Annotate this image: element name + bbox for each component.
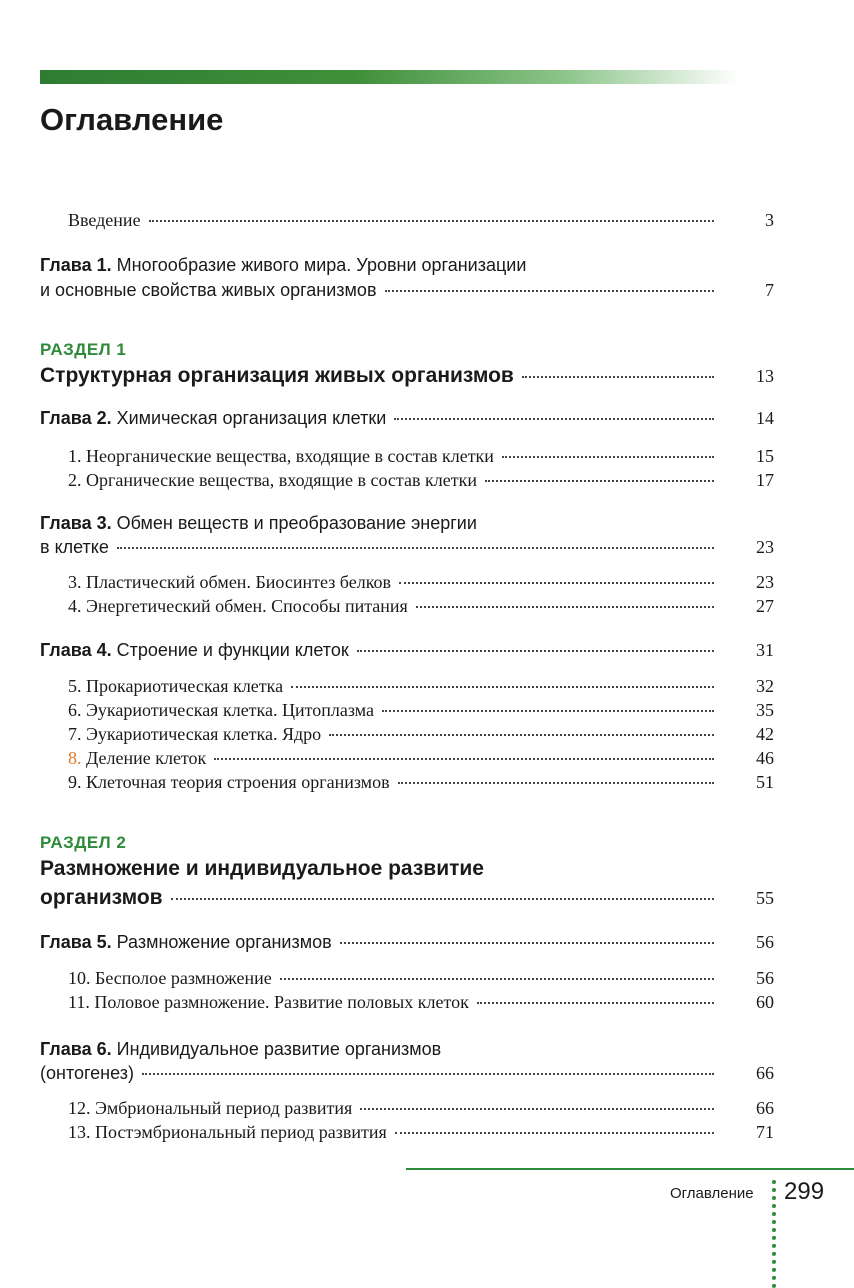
- toc-entry-paragraph-11[interactable]: [68, 992, 774, 1013]
- chapter-label: Глава 3.: [40, 513, 112, 533]
- dot-leader: [477, 1002, 714, 1004]
- chapter-label: Глава 5.: [40, 932, 112, 952]
- toc-page-number: 60: [756, 992, 774, 1012]
- toc-page-number: 13: [756, 366, 774, 386]
- paragraph-title: Прокариотическая клетка: [86, 676, 284, 696]
- dot-leader: [360, 1108, 714, 1110]
- paragraph-title: Деление клеток: [86, 748, 207, 768]
- dot-leader: [329, 734, 714, 736]
- paragraph-number: 6.: [68, 700, 82, 720]
- paragraph-number: 10.: [68, 968, 91, 988]
- toc-entry-paragraph-5[interactable]: [68, 676, 774, 697]
- section-2-title-line1[interactable]: Размножение и индивидуальное развитие: [40, 857, 484, 880]
- section-title: Структурная организация живых организмов: [40, 364, 514, 387]
- toc-page-number: 15: [756, 446, 774, 466]
- toc-entry-paragraph-1[interactable]: [68, 446, 774, 467]
- paragraph-title: Эукариотическая клетка. Цитоплазма: [86, 700, 374, 720]
- dot-leader: [522, 376, 714, 378]
- section-2-label: РАЗДЕЛ 2: [40, 833, 127, 852]
- toc-page-number: 31: [756, 640, 774, 660]
- dot-leader: [171, 898, 714, 900]
- chapter-6-line1[interactable]: [40, 1039, 441, 1060]
- paragraph-title: Энергетический обмен. Способы питания: [86, 596, 408, 616]
- paragraph-number: 1.: [68, 446, 82, 466]
- dot-leader: [394, 418, 714, 420]
- footer-label: Оглавление: [670, 1185, 754, 1202]
- toc-entry-section-1[interactable]: [40, 364, 774, 388]
- chapter-label: Глава 1.: [40, 255, 112, 275]
- header-decoration-bar: [40, 70, 740, 84]
- paragraph-number: 5.: [68, 676, 82, 696]
- toc-entry-chapter-5[interactable]: [40, 932, 774, 953]
- toc-entry-paragraph-3[interactable]: [68, 572, 774, 593]
- chapter-label: Глава 4.: [40, 640, 112, 660]
- toc-page-number: 17: [756, 470, 774, 490]
- toc-entry-chapter-6[interactable]: [40, 1063, 774, 1084]
- dot-leader: [395, 1132, 714, 1134]
- toc-page-number: 23: [756, 537, 774, 557]
- toc-page-number: 51: [756, 772, 774, 792]
- dot-leader: [291, 686, 714, 688]
- paragraph-number: 7.: [68, 724, 82, 744]
- toc-page-number: 14: [756, 408, 774, 428]
- toc-entry-section-2[interactable]: [40, 886, 774, 910]
- dot-leader: [357, 650, 714, 652]
- toc-entry-paragraph-8[interactable]: [68, 748, 774, 769]
- section-1-label: РАЗДЕЛ 1: [40, 340, 127, 359]
- chapter-title: Строение и функции клеток: [116, 640, 349, 660]
- toc-page-number: 56: [756, 932, 774, 952]
- dot-leader: [340, 942, 714, 944]
- toc-entry-paragraph-12[interactable]: [68, 1098, 774, 1119]
- paragraph-number: 8.: [68, 748, 82, 768]
- toc-entry-paragraph-7[interactable]: [68, 724, 774, 745]
- toc-page-number: 46: [756, 748, 774, 768]
- dot-leader: [117, 547, 714, 549]
- paragraph-number: 13.: [68, 1122, 91, 1142]
- dot-leader: [398, 782, 714, 784]
- chapter-title-continued: (онтогенез): [40, 1063, 134, 1083]
- paragraph-number: 4.: [68, 596, 82, 616]
- toc-page-number: 66: [756, 1098, 774, 1118]
- chapter-title: Многообразие живого мира. Уровни организации: [116, 255, 527, 275]
- dot-leader: [149, 220, 714, 222]
- dot-leader: [485, 480, 714, 482]
- toc-page-number: 56: [756, 968, 774, 988]
- toc-page-number: 23: [756, 572, 774, 592]
- dot-leader: [502, 456, 714, 458]
- toc-entry-paragraph-2[interactable]: [68, 470, 774, 491]
- toc-entry-paragraph-9[interactable]: [68, 772, 774, 793]
- toc-page-number: 32: [756, 676, 774, 696]
- page-title: Оглавление: [40, 102, 224, 137]
- paragraph-title: Бесполое размножение: [95, 968, 272, 988]
- paragraph-title: Органические вещества, входящие в состав клетки: [86, 470, 477, 490]
- chapter-title-continued: и основные свойства живых организмов: [40, 280, 377, 300]
- paragraph-number: 3.: [68, 572, 82, 592]
- toc-entry-chapter-4[interactable]: [40, 640, 774, 661]
- chapter-3-line1[interactable]: [40, 513, 477, 534]
- toc-page-number: 27: [756, 596, 774, 616]
- chapter-label: Глава 2.: [40, 408, 112, 428]
- chapter-title: Размножение организмов: [116, 932, 332, 952]
- chapter-title: Обмен веществ и преобразование энергии: [116, 513, 477, 533]
- footer-dotted-divider: [772, 1180, 776, 1288]
- paragraph-title: Эмбриональный период развития: [95, 1098, 353, 1118]
- dot-leader: [142, 1073, 714, 1075]
- toc-page-number: 3: [765, 210, 774, 230]
- toc-page-number: 42: [756, 724, 774, 744]
- dot-leader: [214, 758, 714, 760]
- toc-page-number: 7: [765, 280, 774, 300]
- paragraph-title: Пластический обмен. Биосинтез белков: [86, 572, 392, 592]
- toc-entry-paragraph-4[interactable]: [68, 596, 774, 617]
- footer-page-number: 299: [784, 1178, 825, 1205]
- dot-leader: [382, 710, 714, 712]
- toc-entry-intro[interactable]: [68, 210, 774, 231]
- chapter-title: Индивидуальное развитие организмов: [116, 1039, 442, 1059]
- toc-page-number: 66: [756, 1063, 774, 1083]
- toc-entry-paragraph-13[interactable]: [68, 1122, 774, 1143]
- dot-leader: [416, 606, 714, 608]
- section-title-continued: организмов: [40, 886, 163, 909]
- toc-page-number: 71: [756, 1122, 774, 1142]
- paragraph-title: Неорганические вещества, входящие в состав клетки: [86, 446, 494, 466]
- paragraph-title: Половое размножение. Развитие половых клеток: [94, 992, 469, 1012]
- chapter-1-line1[interactable]: [40, 255, 526, 276]
- toc-entry-chapter-1[interactable]: [40, 280, 774, 301]
- chapter-label: Глава 6.: [40, 1039, 112, 1059]
- dot-leader: [280, 978, 714, 980]
- toc-entry-chapter-2[interactable]: [40, 408, 774, 429]
- paragraph-number: 11.: [68, 992, 90, 1012]
- toc-entry-title: Введение: [68, 210, 141, 230]
- paragraph-title: Клеточная теория строения организмов: [86, 772, 390, 792]
- toc-entry-chapter-3[interactable]: [40, 537, 774, 558]
- toc-page-number: 35: [756, 700, 774, 720]
- dot-leader: [399, 582, 714, 584]
- footer-rule: [406, 1168, 854, 1170]
- toc-entry-paragraph-10[interactable]: [68, 968, 774, 989]
- toc-entry-paragraph-6[interactable]: [68, 700, 774, 721]
- paragraph-number: 12.: [68, 1098, 91, 1118]
- dot-leader: [385, 290, 714, 292]
- paragraph-title: Эукариотическая клетка. Ядро: [86, 724, 322, 744]
- paragraph-number: 2.: [68, 470, 82, 490]
- chapter-title: Химическая организация клетки: [116, 408, 387, 428]
- toc-page-number: 55: [756, 888, 774, 908]
- paragraph-title: Постэмбриональный период развития: [95, 1122, 387, 1142]
- paragraph-number: 9.: [68, 772, 82, 792]
- chapter-title-continued: в клетке: [40, 537, 109, 557]
